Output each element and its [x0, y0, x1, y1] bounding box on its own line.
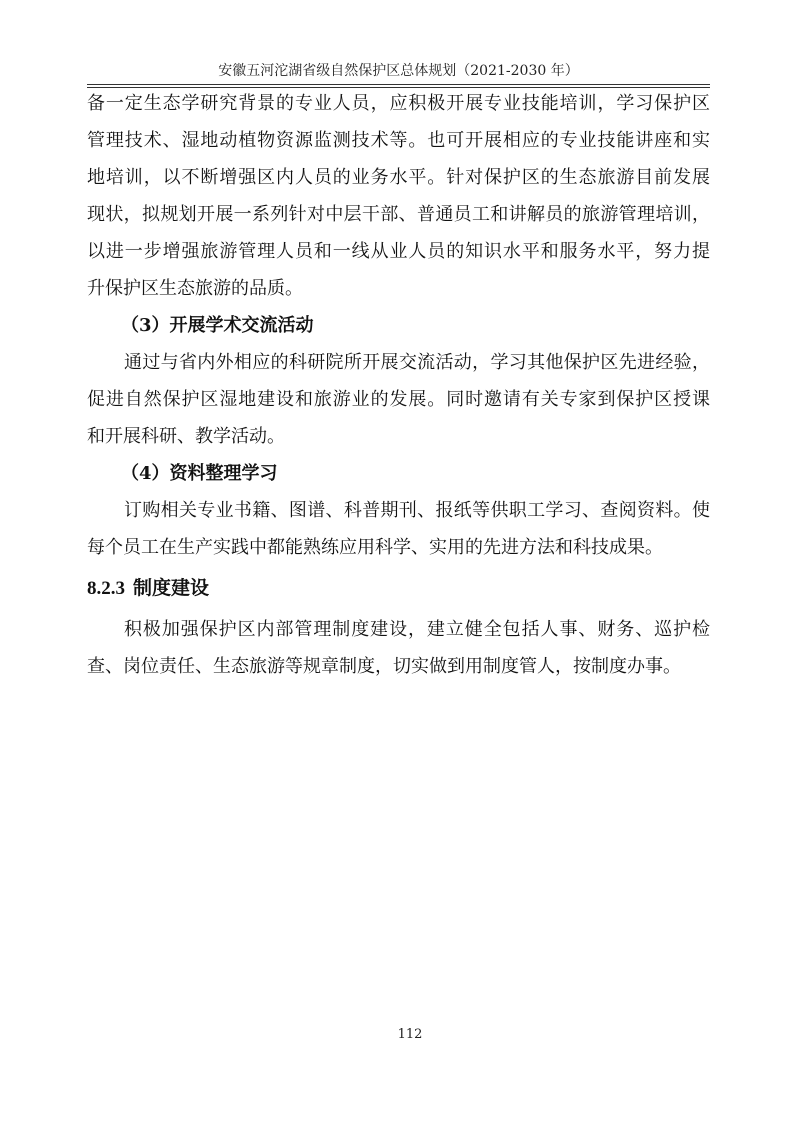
- section-title: 制度建设: [133, 577, 210, 599]
- paragraph-line: 订购相关专业书籍、图谱、科普期刊、报纸等供职工学习、查阅资料。使: [124, 500, 710, 521]
- section-number: 8.2.3: [87, 578, 125, 599]
- paragraph-materials-study: [87, 492, 710, 566]
- paragraph-line: 查、岗位责任、生态旅游等规章制度，切实做到用制度管人，按制度办事。: [87, 656, 681, 677]
- paragraph-line: 升保护区生态旅游的品质。: [87, 278, 303, 299]
- paragraph-line: 备一定生态学研究背景的专业人员，应积极开展专业技能培训，学习保护区: [87, 93, 710, 114]
- subheading-academic-exchange: （3）开展学术交流活动: [121, 315, 314, 336]
- section-heading-8-2-3: [87, 570, 710, 607]
- subheading-materials-study: （4）资料整理学习: [121, 463, 278, 484]
- paragraph-line: 每个员工在生产实践中都能熟练应用科学、实用的先进方法和科技成果。: [87, 537, 663, 558]
- paragraph-training-continued: [87, 85, 710, 307]
- page-body: [87, 85, 710, 685]
- running-header: 安徽五河沱湖省级自然保护区总体规划（2021-2030 年）: [218, 63, 579, 79]
- paragraph-line: 现状，拟规划开展一系列针对中层干部、普通员工和讲解员的旅游管理培训，: [87, 204, 710, 225]
- paragraph-line: 促进自然保护区湿地建设和旅游业的发展。同时邀请有关专家到保护区授课: [87, 389, 710, 410]
- paragraph-academic-exchange: [87, 344, 710, 455]
- paragraph-line: 管理技术、湿地动植物资源监测技术等。也可开展相应的专业技能讲座和实: [87, 130, 710, 151]
- paragraph-line: 通过与省内外相应的科研院所开展交流活动，学习其他保护区先进经验，: [124, 352, 710, 373]
- paragraph-line: 以进一步增强旅游管理人员和一线从业人员的知识水平和服务水平，努力提: [87, 241, 710, 262]
- paragraph-line: 和开展科研、教学活动。: [87, 426, 285, 447]
- page-number: 112: [397, 1027, 423, 1042]
- paragraph-line: 地培训，以不断增强区内人员的业务水平。针对保护区的生态旅游目前发展: [87, 167, 710, 188]
- paragraph-line: 积极加强保护区内部管理制度建设，建立健全包括人事、财务、巡护检: [124, 619, 710, 640]
- paragraph-system-building: [87, 611, 710, 685]
